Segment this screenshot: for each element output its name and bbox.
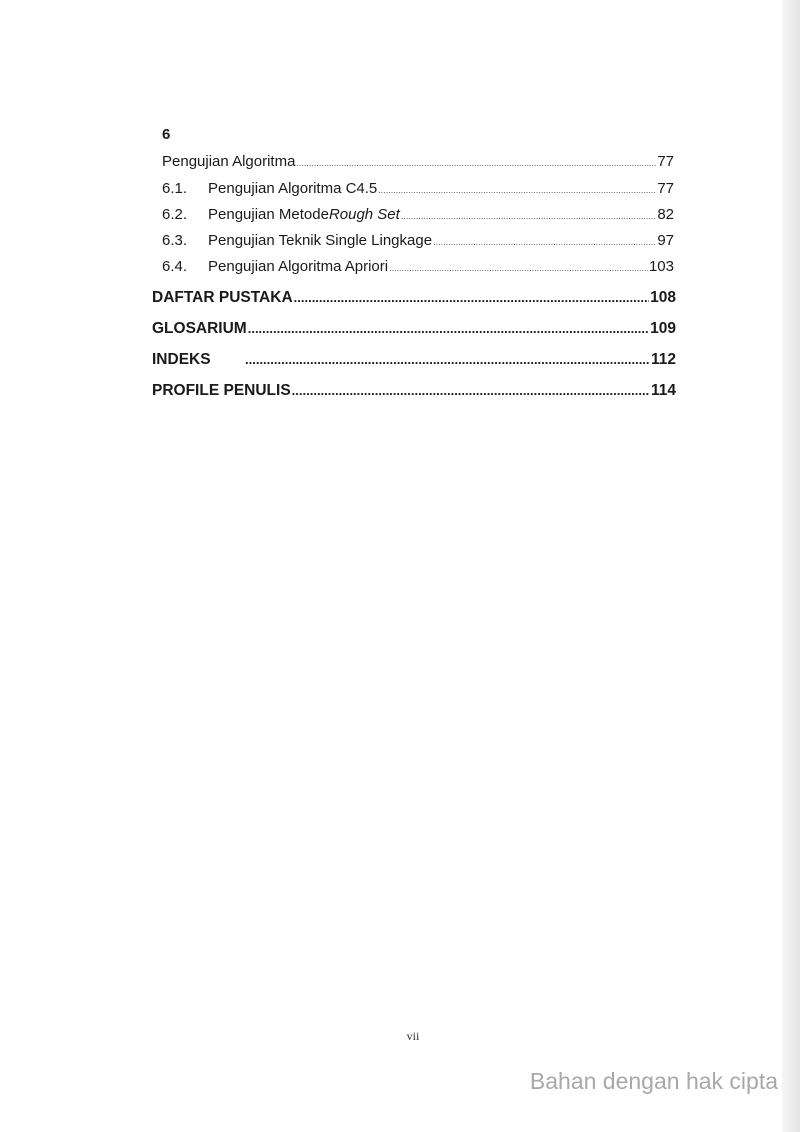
toc-entry-daftar-pustaka: [152, 289, 676, 307]
dot-leader: [296, 158, 656, 168]
toc-entry-glosarium: [152, 320, 676, 338]
toc-entry-title: Pengujian Algoritma C4.5: [208, 180, 378, 197]
dot-leader: [292, 383, 650, 398]
dot-leader: [401, 211, 656, 221]
page-edge: [782, 0, 800, 1132]
toc-entry-indeks: [152, 351, 676, 369]
toc-entry-page: 114: [650, 382, 676, 399]
toc-entry-title: Pengujian Algoritma Apriori: [208, 258, 389, 275]
toc-entry-chapter-heading: [162, 153, 674, 170]
toc-entry-title: GLOSARIUM: [152, 320, 247, 337]
toc-entry-page: 103: [648, 258, 674, 275]
toc-entry-section: [162, 206, 674, 223]
dot-leader: [245, 352, 650, 367]
toc-entry-section: [162, 232, 674, 249]
copyright-watermark: Bahan dengan hak cipta: [529, 1068, 778, 1094]
toc-entry-title: Pengujian Algoritma: [162, 153, 296, 170]
toc-entry-title: INDEKS: [152, 351, 211, 368]
toc-entry-page: 108: [650, 289, 676, 306]
section-number: 6.2.: [162, 206, 188, 223]
toc-entry-title: Pengujian Teknik Single Lingkage: [208, 232, 433, 249]
chapter-number: 6: [162, 126, 171, 143]
page-folio: vii: [406, 1029, 420, 1043]
toc-entry-page: 82: [657, 206, 674, 223]
dot-leader: [433, 237, 656, 247]
toc-entry-section: [162, 258, 674, 275]
toc-entry-title-italic: Rough Set: [328, 206, 400, 223]
toc-entry-page: 112: [650, 351, 676, 368]
toc-entry-section: [162, 180, 674, 197]
section-number: 6.3.: [162, 232, 188, 249]
section-number: 6.1.: [162, 180, 188, 197]
toc-entry-page: 109: [650, 320, 676, 337]
toc-entry-title: DAFTAR PUSTAKA: [152, 289, 293, 306]
toc-entry-title: PROFILE PENULIS: [152, 382, 291, 399]
toc-entry-page: 77: [657, 180, 674, 197]
section-number: 6.4.: [162, 258, 188, 275]
toc-entry-profile-penulis: [152, 382, 676, 400]
toc-entry-page: 77: [657, 153, 674, 170]
dot-leader: [294, 290, 649, 305]
dot-leader: [389, 263, 648, 273]
toc-entry-page: 97: [657, 232, 674, 249]
dot-leader: [378, 185, 656, 195]
toc-entry-title: Pengujian Metode: [208, 206, 329, 223]
dot-leader: [248, 321, 649, 336]
